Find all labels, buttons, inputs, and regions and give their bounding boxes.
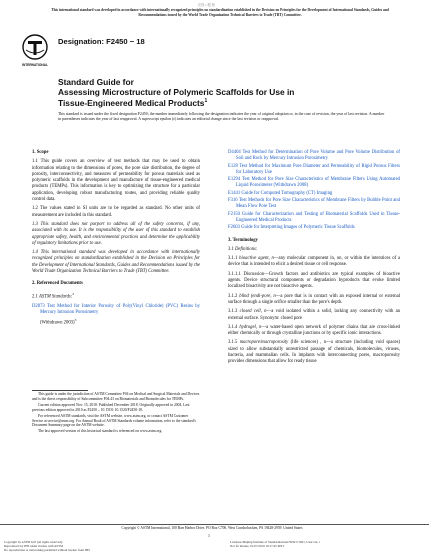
page-number: 1 [208, 533, 210, 538]
ref-code[interactable]: E1441 [228, 190, 241, 196]
document-title [58, 78, 378, 109]
ref-code[interactable]: E128 [228, 163, 238, 169]
footnote-1: This guide is under the jurisdiction of ASTM Committee F04 on Medical and Surgical Materials and Devices and is the direct responsibility of Subcommittee F04.43 on Biomaterials and Biomolecules for TEMPs. [32, 392, 200, 401]
ref-code[interactable]: D4404 [228, 150, 241, 155]
left-column [32, 150, 200, 329]
title-line-1: Standard Guide for [58, 77, 134, 87]
scope-1-2: 1.2 The values stated in SI units are to be regarded as standard. No other units of measurement are included in this standard. [32, 206, 200, 218]
watermark-stamp: 在线 1 题 相 [198, 3, 215, 7]
astm-logo [20, 33, 50, 71]
ref-text[interactable]: Test Method for Pore Size Characteristics of Membrane Filters Using Automated Liquid Porosimeter (Withdrawn 2008) [236, 177, 401, 189]
ref-item[interactable] [228, 177, 400, 190]
ref-code[interactable]: D2873 [32, 303, 45, 309]
terminology-heading: 3. Terminology [228, 237, 258, 243]
ref-code[interactable]: F316 [228, 198, 238, 204]
ref-text[interactable]: Guide for Computed Tomography (CT) Imaging [241, 190, 333, 196]
scope-1-3: 1.3 This standard does not purport to address all of the safety concerns, if any, associated with its use. It is the responsibility of the user of this standard to establish appropriate safety, health, and environmental practices and determine the applicability of regulatory limitations prior to use. [32, 221, 200, 246]
ref-text[interactable]: Guide for Interpreting Images of Polymeric Tissue Scaffolds [241, 225, 355, 231]
footnote-3: The last approved version of this historical standard is referenced on www.astm.org. [38, 429, 163, 434]
ref-text[interactable]: Test Method for Interior Porosity of Poly(Vinyl Chloride) (PVC) Resins by Mercury Intrusion Porosimetry [40, 303, 200, 315]
ref-code[interactable]: E1294 [228, 177, 241, 183]
logo-text: INTERNATIONAL [22, 63, 48, 67]
ref-item[interactable] [228, 225, 400, 231]
scope-1-1: 1.1 This guide covers an overview of test methods that may be used to obtain information relating to the dimensions of pores, the pore size distribution, the degree of porosity, interconnectivity, and measures of permeability for porous materials used as polymeric scaffolds in the development and manufacture of tissue-engineered medical products (TEMPs). This information is key to optimizing the structure for a particular application, developing robust manufacturing routes, and providing reliable quality control data. [32, 159, 200, 203]
license-right: Licensee=Beijing Institute of Standardization/5959171001, User=xx, r Not for Resale, 01/07/2019 19:17:45 MST [230, 540, 321, 548]
title-line-3: Tissue-Engineered Medical Products [58, 97, 205, 108]
wto-notice: This international standard was developed in accordance with internationally recognized principles on standardization established in the Decision on Principles for the Development of International Standards, Guides and Recommendations issued by the World Trade Organization Technical Barriers to Trade (TBT) Committee. [51, 8, 389, 17]
ref-2-1: 2.1 ASTM Standards:$^2$ [32, 291, 75, 300]
footnote-1b: Current edition approved Nov. 15, 2018. Published December 2018. Originally approved in 2004. Last previous edition approved in 2010 as F2450 – 10. DOI: 10.1520/F2450-18. [32, 402, 190, 412]
ref-text[interactable]: Test Method for Maximum Pore Diameter and Permeability of Rigid Porous Filters for Laboratory Use [236, 163, 400, 175]
footnote-2: For referenced ASTM standards, visit the ASTM website, www.astm.org, or contact ASTM Customer Service at service@astm.org. For Annual Book of ASTM Standards volume information, refer to the standard's Document Summary page on the ASTM website. [32, 413, 196, 428]
license-left: Copyright by ASTM Int'l (all rights reserved); Reproduced by IHS under license with ASTM No reproduction or networking permitted without license from IHS [4, 540, 90, 552]
term-3-1: 3.1 Definitions: [228, 246, 258, 252]
ref-d2873-note: (Withdrawn 2003)$^3$ [40, 318, 77, 326]
ref-text[interactable]: Guide for Characterization and Testing of Biomaterial Scaffolds Used in Tissue-Engineered Medical Products [236, 211, 401, 223]
scope-heading: 1. Scope [32, 150, 49, 155]
referenced-heading: 2. Referenced Documents [32, 281, 83, 287]
ref-item[interactable] [228, 150, 400, 163]
term-3-1-2: 3.1.2 blind (endi-pore, n—a pore that is in contact with an exposed internal or external surface through a single orifice smaller than the pore's depth. [228, 293, 401, 305]
term-3-1-4: 3.1.4 hydrogel, n—a water-based open network of polymer chains that are cross-linked either chemically or through crystalline junctions or by specific ionic interactions. [228, 324, 400, 337]
footer-rule [0, 524, 429, 525]
designation: Designation: F2450 − 18 [58, 37, 145, 46]
term-3-1-1: 3.1.1 bioactive agent, n—any molecular component in, on, or within the interstices of a device that is intended to elicit a desired tissue or cell response. [228, 256, 400, 268]
ref-code[interactable]: F2150 [228, 211, 240, 217]
copyright-line: Copyright © ASTM International, 100 Barr Harbor Drive, PO Box C700, West Conshohocken, PA 19428-2959. United States [121, 526, 303, 530]
term-3-1-5: 3.1.5 macropore/macroporosity (life sciences) , n—a structure (including void spaces) sized to allow substantially unrestricted passage of chemicals, biomolecules, viruses, bacteria, and mammalian cells. In implants with interconnecting pores, macroporosity provides dimensions that allow for ready tissue [228, 340, 401, 365]
title-footnote-mark: 1 [204, 98, 208, 105]
ref-text[interactable]: Test Method for Determination of Pore Volume and Pore Volume Distribution of Soil and Rock by Mercury Intrusion Porosimetry [236, 150, 400, 162]
term-3-1-1-1: 3.1.1.1 Discussion—Growth factors and antibiotics are typical examples of bioactive agents. Device structural components or degradation byproducts that evoke limited localized bioactivity are not bioactive agents. [228, 271, 400, 290]
scope-1-4: 1.4 This international standard was developed in accordance with internationally recognized principles on standardization established in the Decision on Principles for the Development of International Standards, Guides and Recommendations issued by the World Trade Organization Technical Barriers to Trade (TBT) Committee. [32, 250, 200, 275]
title-line-2: Assessing Microstructure of Polymeric Scaffolds for Use in [58, 86, 295, 97]
ref-code[interactable]: F2603 [228, 225, 240, 231]
footnote-rule [32, 390, 88, 391]
ref-item[interactable] [228, 164, 400, 177]
reference-list [228, 150, 400, 232]
footnotes [32, 392, 200, 436]
issued-note: This standard is issued under the fixed designation F2450; the number immediately following the designation indicates the year of original adoption or, in the case of revision, the year of last revision. A number in parentheses indicates the year of last reapproval. A superscript epsilon (ε) indicates an editorial change since the last revision or reapproval. [58, 112, 385, 121]
right-column [228, 150, 400, 369]
ref-item[interactable] [228, 191, 400, 197]
ref-item[interactable] [228, 198, 400, 211]
ref-item[interactable] [228, 212, 400, 225]
term-3-1-3: 3.1.3 closed cell, n—a void isolated within a solid, lacking any connectivity with an external surface. Synonym: closed pore [228, 309, 400, 321]
ref-d2873[interactable] [32, 304, 200, 317]
ref-text[interactable]: Test Methods for Pore Size Characteristics of Membrane Filters by Bubble Point and Mean Flow Pore Test [236, 198, 400, 210]
